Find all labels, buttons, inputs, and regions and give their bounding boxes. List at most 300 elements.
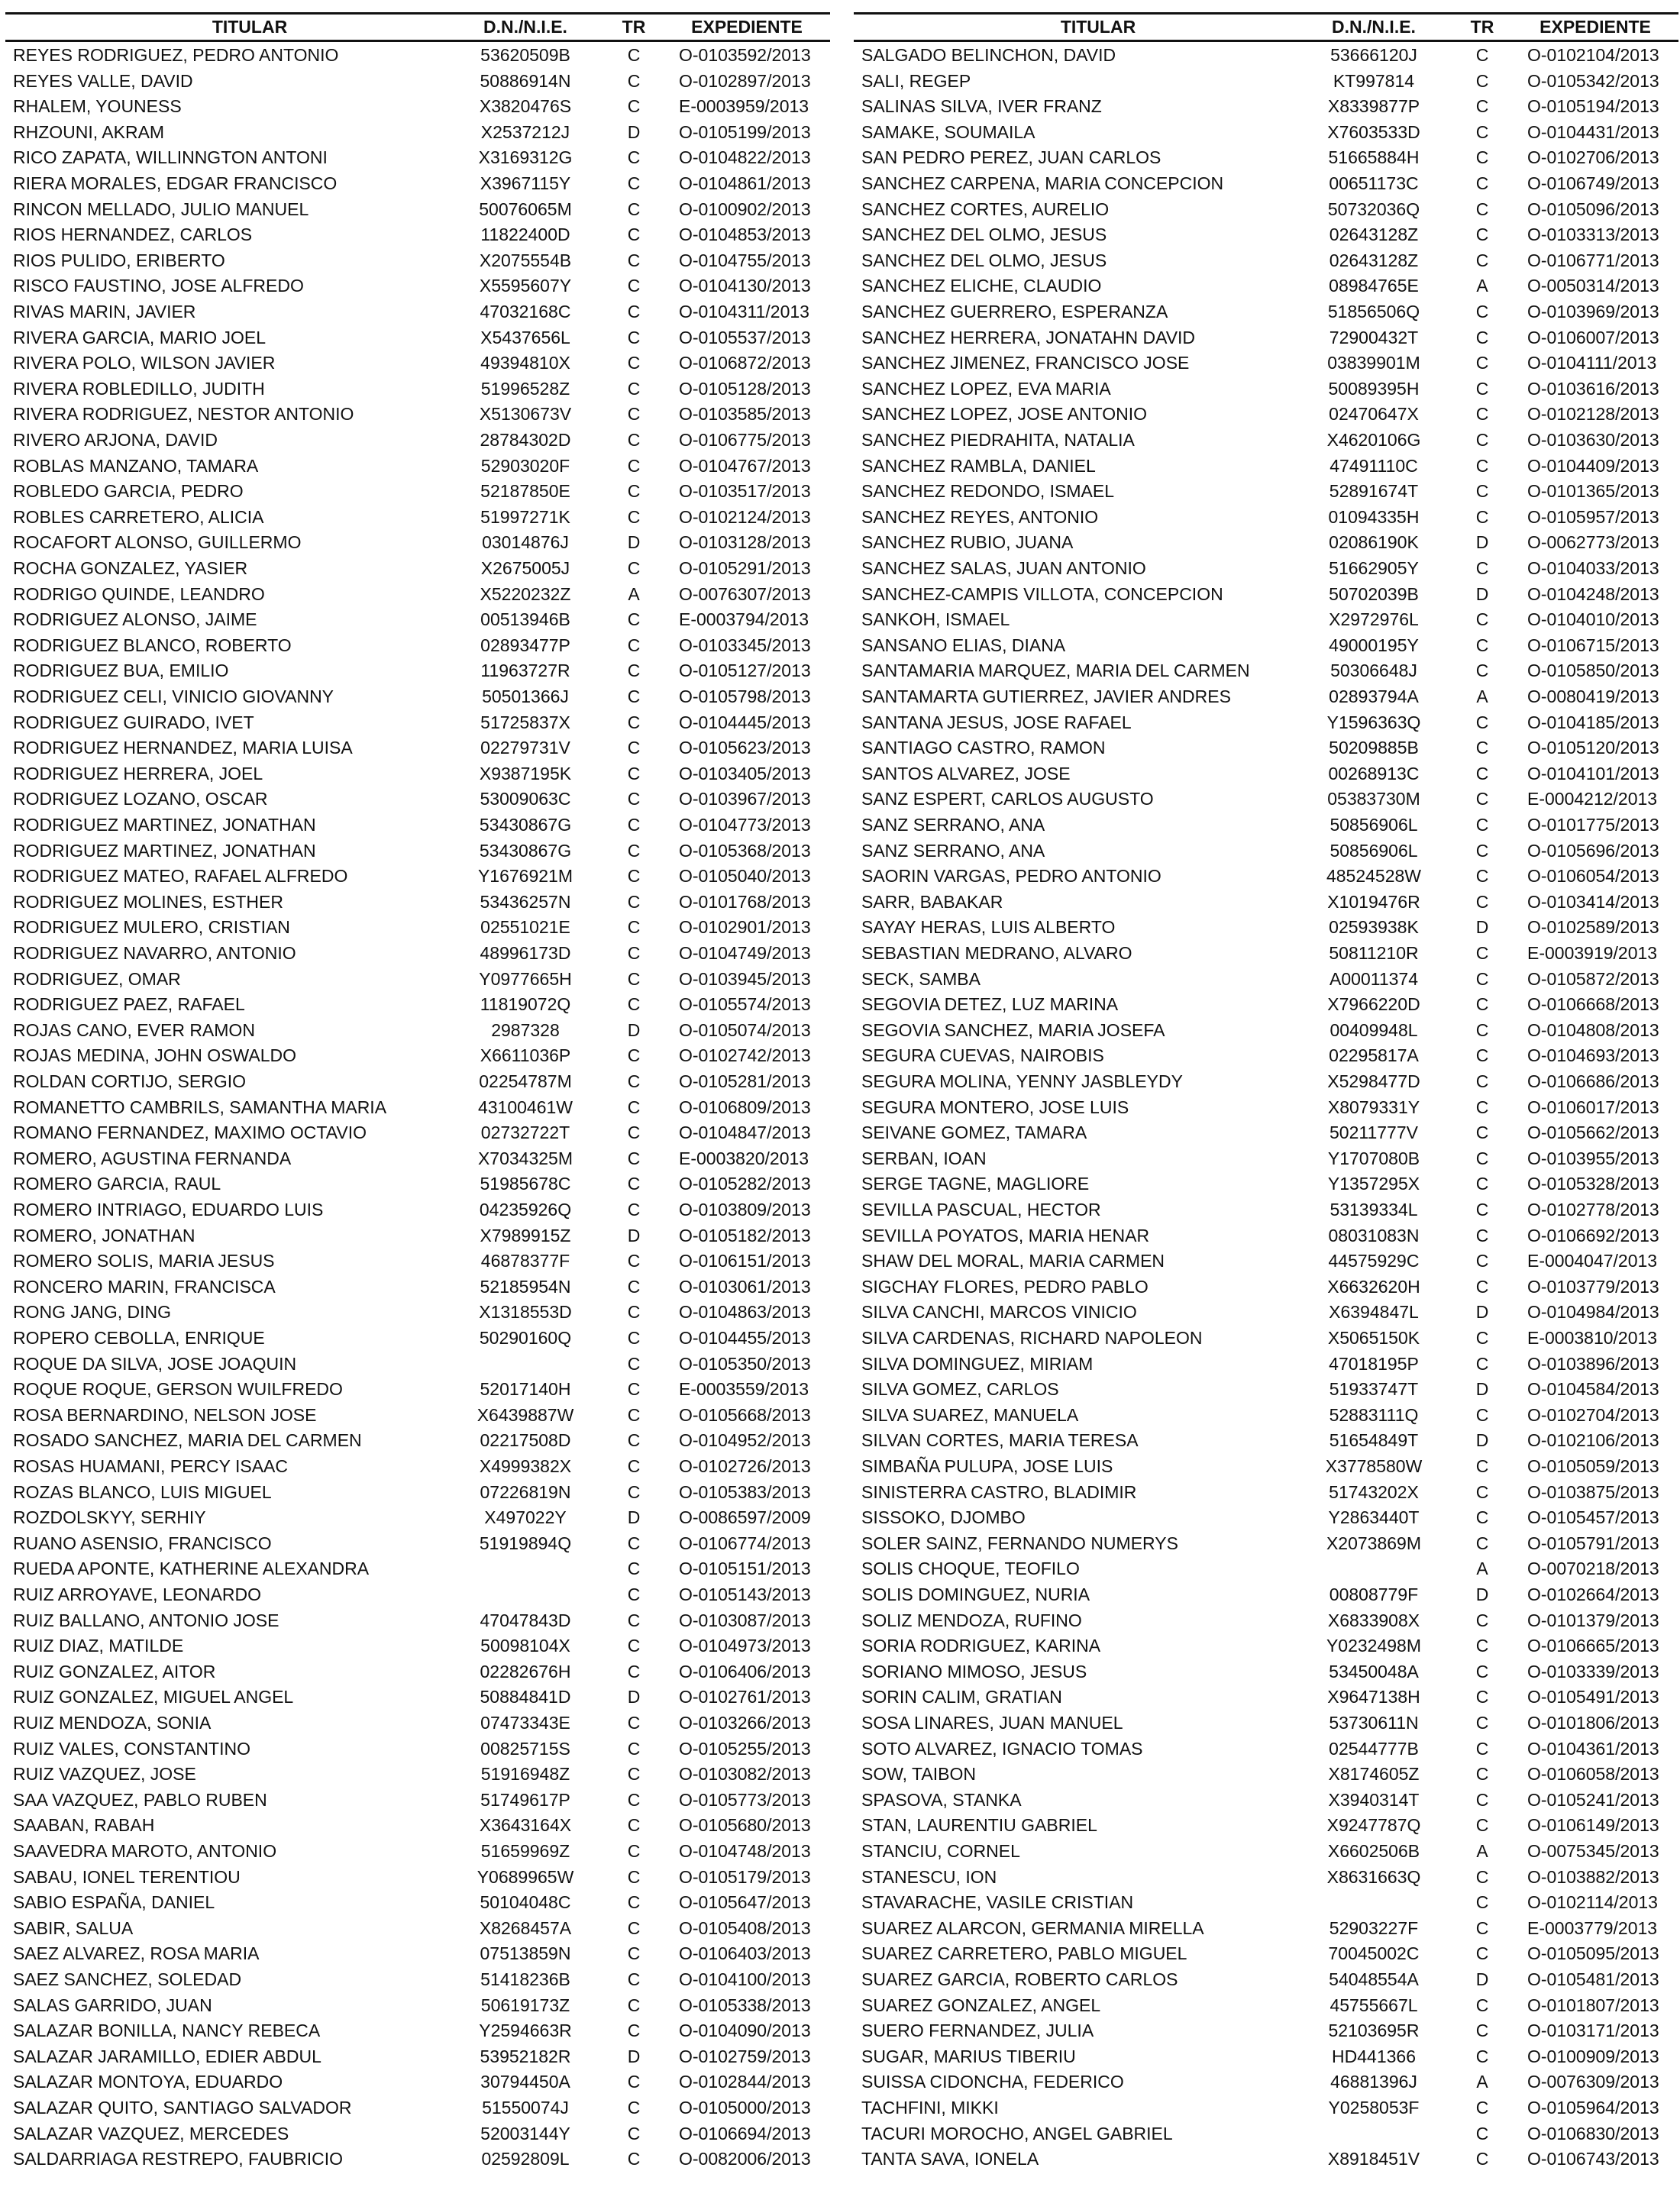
cell-tr: C — [627, 661, 641, 681]
cell-dni: X5595607Y — [479, 276, 572, 296]
cell-titular: SERGE TAGNE, MAGLIORE — [861, 1174, 1090, 1194]
table-row — [854, 1711, 1678, 1736]
cell-expediente: O-0102726/2013 — [679, 1456, 811, 1476]
cell-tr: C — [627, 404, 641, 425]
table-row — [5, 1762, 830, 1788]
cell-expediente: O-0103266/2013 — [679, 1713, 811, 1733]
cell-expediente: O-0103967/2013 — [679, 789, 811, 809]
header-bottom-rule — [854, 40, 1678, 42]
cell-dni: 54048554A — [1329, 1969, 1419, 1989]
table-row — [5, 1377, 830, 1403]
cell-dni: 02643128Z — [1329, 250, 1419, 270]
cell-expediente: O-0102124/2013 — [679, 506, 811, 527]
cell-titular: SEGURA MONTERO, JOSE LUIS — [861, 1097, 1129, 1117]
cell-dni: Y2863440T — [1328, 1507, 1420, 1528]
cell-expediente: O-0105872/2013 — [1527, 968, 1659, 989]
cell-tr: C — [1475, 147, 1489, 168]
cell-tr: C — [1475, 1174, 1489, 1194]
cell-dni: 50306648J — [1330, 661, 1417, 681]
table-row — [854, 1120, 1678, 1146]
cell-tr: C — [1475, 1866, 1489, 1887]
header-titular: TITULAR — [1060, 17, 1136, 37]
cell-expediente: O-0103414/2013 — [1527, 891, 1659, 912]
cell-tr: C — [627, 250, 641, 270]
cell-expediente: O-0101365/2013 — [1527, 481, 1659, 502]
cell-expediente: O-0104767/2013 — [679, 455, 811, 476]
cell-titular: RODRIGUEZ, OMAR — [13, 968, 181, 989]
cell-tr: C — [627, 2123, 641, 2143]
cell-titular: SOLER SAINZ, FERNANDO NUMERYS — [861, 1533, 1178, 1553]
cell-titular: SANCHEZ GUERRERO, ESPERANZA — [861, 302, 1168, 321]
table-row — [854, 1608, 1678, 1634]
cell-titular: RODRIGUEZ MOLINES, ESTHER — [13, 891, 283, 912]
cell-titular: RUIZ VALES, CONSTANTINO — [13, 1738, 250, 1759]
cell-tr: C — [627, 609, 641, 630]
table-row — [5, 1865, 830, 1891]
table-row — [854, 1249, 1678, 1274]
cell-dni: 51916948Z — [480, 1764, 570, 1785]
cell-expediente: O-0105383/2013 — [679, 1481, 811, 1502]
table-row — [854, 915, 1678, 941]
cell-tr: C — [1475, 404, 1489, 425]
cell-dni: 52891674T — [1329, 481, 1419, 502]
cell-expediente: O-0102104/2013 — [1527, 45, 1659, 65]
cell-expediente: O-0105128/2013 — [679, 378, 811, 399]
cell-expediente: O-0106151/2013 — [679, 1251, 811, 1271]
cell-titular: RISCO FAUSTINO, JOSE ALFREDO — [13, 276, 304, 296]
cell-expediente: O-0103087/2013 — [679, 1610, 811, 1630]
cell-titular: RODRIGUEZ MULERO, CRISTIAN — [13, 917, 290, 938]
cell-titular: RHALEM, YOUNESS — [13, 96, 182, 117]
cell-dni: 30794450A — [480, 2072, 570, 2092]
cell-titular: SILVA SUAREZ, MANUELA — [861, 1404, 1079, 1425]
cell-expediente: O-0104847/2013 — [679, 1123, 811, 1143]
cell-expediente: O-0104409/2013 — [1527, 455, 1659, 476]
table-row — [854, 454, 1678, 480]
cell-tr: C — [627, 378, 641, 399]
cell-dni: 52187850E — [480, 481, 570, 502]
table-row — [854, 1685, 1678, 1711]
cell-expediente: O-0105291/2013 — [679, 558, 811, 578]
table-row — [5, 864, 830, 890]
table-row — [854, 273, 1678, 299]
cell-expediente: O-0105964/2013 — [1527, 2098, 1659, 2118]
cell-titular: ROPERO CEBOLLA, ENRIQUE — [13, 1328, 265, 1348]
cell-tr: D — [627, 1507, 641, 1528]
cell-dni: 00825715S — [480, 1738, 570, 1759]
table-row — [854, 1480, 1678, 1506]
cell-dni: 45755667L — [1329, 1995, 1418, 2015]
table-row — [854, 1788, 1678, 1814]
cell-expediente: O-0101768/2013 — [679, 891, 811, 912]
cell-titular: SANCHEZ LOPEZ, JOSE ANTONIO — [861, 404, 1148, 425]
cell-dni: X5298477D — [1327, 1071, 1420, 1091]
table-row — [854, 1556, 1678, 1582]
cell-titular: ROQUE ROQUE, GERSON WUILFREDO — [13, 1379, 343, 1400]
cell-tr: C — [1475, 1404, 1489, 1425]
cell-expediente: O-0104445/2013 — [679, 712, 811, 732]
cell-dni: X2073869M — [1326, 1533, 1422, 1553]
cell-expediente: O-0102106/2013 — [1527, 1430, 1659, 1451]
table-row — [854, 967, 1678, 993]
cell-tr: C — [1475, 2123, 1489, 2143]
cell-expediente: O-0105957/2013 — [1527, 506, 1659, 527]
table-row — [854, 69, 1678, 95]
cell-tr: C — [1475, 1917, 1489, 1938]
cell-expediente: O-0105850/2013 — [1527, 661, 1659, 681]
cell-titular: RIERA MORALES, EDGAR FRANCISCO — [13, 173, 338, 193]
cell-titular: SEGOVIA SANCHEZ, MARIA JOSEFA — [861, 1019, 1165, 1040]
cell-expediente: O-0104863/2013 — [679, 1302, 811, 1323]
cell-titular: SUISSA CIDONCHA, FEDERICO — [861, 2072, 1124, 2092]
cell-expediente: O-0101379/2013 — [1527, 1610, 1659, 1630]
cell-expediente: O-0106668/2013 — [1527, 994, 1659, 1015]
cell-titular: STANCIU, CORNEL — [861, 1841, 1020, 1861]
cell-tr: C — [627, 1071, 641, 1091]
cell-titular: SANTANA JESUS, JOSE RAFAEL — [861, 712, 1132, 732]
cell-dni: X2675005J — [480, 558, 570, 578]
cell-expediente: O-0105647/2013 — [679, 1892, 811, 1913]
table-row — [5, 120, 830, 146]
cell-dni: 50209885B — [1329, 738, 1419, 758]
cell-tr: C — [1475, 558, 1489, 578]
cell-titular: SISSOKO, DJOMBO — [861, 1507, 1026, 1528]
cell-tr: C — [1475, 1276, 1489, 1297]
cell-dni: 46878377F — [480, 1251, 570, 1271]
cell-expediente: O-0104749/2013 — [679, 943, 811, 963]
cell-titular: SAEZ SANCHEZ, SOLEDAD — [13, 1969, 242, 1989]
cell-dni: 47032168C — [480, 302, 571, 321]
cell-expediente: O-0086597/2009 — [679, 1507, 811, 1528]
cell-titular: ROQUE DA SILVA, JOSE JOAQUIN — [13, 1353, 297, 1374]
cell-expediente: O-0106774/2013 — [679, 1533, 811, 1553]
cell-titular: SANZ SERRANO, ANA — [861, 815, 1045, 835]
cell-dni: 28784302D — [480, 430, 571, 450]
cell-tr: C — [1475, 738, 1489, 758]
cell-titular: ROMERO INTRIAGO, EDUARDO LUIS — [13, 1200, 324, 1219]
cell-dni: 53430867G — [479, 840, 572, 861]
cell-tr: C — [627, 1533, 641, 1553]
cell-expediente: O-0101775/2013 — [1527, 815, 1659, 835]
table-row — [854, 1582, 1678, 1608]
table-row — [5, 710, 830, 736]
cell-titular: RODRIGUEZ GUIRADO, IVET — [13, 712, 254, 732]
cell-expediente: O-0104010/2013 — [1527, 609, 1659, 630]
cell-expediente: O-0106692/2013 — [1527, 1225, 1659, 1245]
header-dni: D.N./N.I.E. — [483, 17, 567, 37]
cell-tr: C — [627, 1585, 641, 1604]
cell-tr: C — [1475, 1995, 1489, 2015]
cell-tr: C — [627, 1174, 641, 1194]
cell-titular: SIGCHAY FLORES, PEDRO PABLO — [861, 1276, 1149, 1297]
cell-dni: Y0232498M — [1326, 1636, 1422, 1656]
cell-expediente: O-0105457/2013 — [1527, 1507, 1659, 1528]
cell-dni: X6394847L — [1329, 1302, 1419, 1323]
cell-dni: X8918451V — [1327, 2149, 1420, 2169]
cell-dni: 51933747T — [1329, 1379, 1419, 1400]
cell-tr: D — [1475, 583, 1489, 604]
cell-expediente: O-0102128/2013 — [1527, 404, 1659, 425]
table-row — [854, 1300, 1678, 1326]
cell-dni: 01094335H — [1328, 506, 1420, 527]
cell-tr: C — [1475, 609, 1489, 630]
cell-tr: C — [1475, 1148, 1489, 1168]
cell-dni: X3169312G — [478, 147, 573, 168]
cell-tr: C — [1475, 2046, 1489, 2066]
cell-expediente: O-0104952/2013 — [679, 1430, 811, 1451]
cell-titular: RIVERA ROBLEDILLO, JUDITH — [13, 378, 265, 399]
table-row — [5, 1890, 830, 1916]
cell-titular: ROMERO GARCIA, RAUL — [13, 1174, 221, 1194]
table-top-rule — [854, 12, 1678, 15]
cell-titular: ROMERO, JONATHAN — [13, 1225, 195, 1245]
cell-dni: X3967115Y — [480, 173, 571, 193]
table-row — [854, 582, 1678, 608]
cell-expediente: O-0102844/2013 — [679, 2072, 811, 2092]
cell-tr: A — [1476, 1559, 1488, 1579]
table-row — [5, 1813, 830, 1839]
cell-dni: X1318553D — [479, 1302, 572, 1323]
table-row — [5, 1633, 830, 1659]
cell-tr: C — [1475, 840, 1489, 861]
cell-tr: C — [1475, 635, 1489, 655]
cell-titular: ROMERO, AGUSTINA FERNANDA — [13, 1148, 292, 1168]
table-row — [5, 787, 830, 812]
cell-expediente: O-0104861/2013 — [679, 173, 811, 193]
cell-titular: ROJAS MEDINA, JOHN OSWALDO — [13, 1045, 297, 1066]
cell-expediente: O-0105194/2013 — [1527, 96, 1659, 117]
cell-titular: SAABAN, RABAH — [13, 1815, 155, 1836]
cell-expediente: O-0103630/2013 — [1527, 430, 1659, 450]
table-row — [854, 376, 1678, 402]
table-row — [854, 1890, 1678, 1916]
cell-titular: SEIVANE GOMEZ, TAMARA — [861, 1123, 1087, 1143]
cell-expediente: O-0106054/2013 — [1527, 866, 1659, 887]
cell-dni: 53952182R — [480, 2046, 571, 2066]
table-row — [5, 428, 830, 454]
cell-dni: 50886914N — [480, 70, 571, 91]
table-row — [854, 222, 1678, 248]
cell-expediente: O-0105773/2013 — [679, 1789, 811, 1810]
table-row — [5, 838, 830, 864]
cell-expediente: O-0106830/2013 — [1527, 2123, 1659, 2143]
cell-tr: C — [1475, 327, 1489, 347]
cell-titular: SANCHEZ PIEDRAHITA, NATALIA — [861, 430, 1135, 450]
cell-dni: X8079331Y — [1327, 1097, 1420, 1117]
table-row — [5, 1403, 830, 1429]
cell-expediente: O-0106771/2013 — [1527, 250, 1659, 270]
cell-dni: 02593938K — [1329, 917, 1419, 938]
cell-dni: X5065150K — [1327, 1328, 1420, 1348]
cell-tr: C — [1475, 1251, 1489, 1271]
table-row — [854, 941, 1678, 967]
cell-dni: 07226819N — [480, 1481, 571, 1502]
cell-expediente: O-0106809/2013 — [679, 1097, 811, 1117]
table-row — [854, 530, 1678, 556]
cell-expediente: O-0105151/2013 — [679, 1559, 811, 1579]
cell-tr: D — [627, 121, 641, 142]
cell-expediente: O-0106694/2013 — [679, 2123, 811, 2143]
cell-titular: RODRIGO QUINDE, LEANDRO — [13, 583, 265, 604]
cell-dni: 50619173Z — [480, 1995, 570, 2015]
cell-titular: SANCHEZ HERRERA, JONATAHN DAVID — [861, 327, 1196, 347]
table-row — [5, 402, 830, 428]
cell-tr: C — [627, 891, 641, 912]
cell-expediente: O-0104748/2013 — [679, 1841, 811, 1861]
cell-expediente: O-0105096/2013 — [1527, 199, 1659, 219]
cell-expediente: O-0104455/2013 — [679, 1328, 811, 1348]
cell-titular: SORIANO MIMOSO, JESUS — [861, 1661, 1087, 1681]
cell-expediente: O-0104090/2013 — [679, 2021, 811, 2041]
table-row — [854, 1505, 1678, 1531]
cell-titular: SUAREZ CARRETERO, PABLO MIGUEL — [861, 1943, 1187, 1964]
cell-dni: 51743202X — [1329, 1481, 1419, 1502]
table-row — [5, 1249, 830, 1274]
cell-dni: 47491110C — [1329, 455, 1418, 476]
cell-tr: C — [627, 199, 641, 219]
cell-expediente: O-0106058/2013 — [1527, 1764, 1659, 1785]
cell-titular: RODRIGUEZ BLANCO, ROBERTO — [13, 635, 292, 655]
cell-titular: RUIZ MENDOZA, SONIA — [13, 1713, 212, 1733]
cell-dni: 47018195P — [1329, 1353, 1419, 1374]
cell-expediente: E-0003919/2013 — [1527, 943, 1658, 963]
cell-tr: C — [1475, 1764, 1489, 1785]
cell-dni: 51659969Z — [480, 1841, 570, 1861]
cell-dni: 51856506Q — [1327, 302, 1420, 321]
cell-titular: SEBASTIAN MEDRANO, ALVARO — [861, 943, 1132, 963]
cell-titular: RUANO ASENSIO, FRANCISCO — [13, 1533, 272, 1553]
cell-expediente: O-0104853/2013 — [679, 225, 811, 245]
cell-titular: SILVA DOMINGUEZ, MIRIAM — [861, 1353, 1094, 1374]
cell-dni: X5130673V — [479, 404, 572, 425]
cell-tr: D — [1475, 1430, 1489, 1451]
cell-titular: RUIZ GONZALEZ, MIGUEL ANGEL — [13, 1687, 294, 1707]
cell-tr: C — [1475, 70, 1489, 91]
table-row — [854, 299, 1678, 325]
table-row — [5, 1993, 830, 2019]
cell-dni: X7603533D — [1327, 121, 1420, 142]
cell-titular: SANCHEZ-CAMPIS VILLOTA, CONCEPCION — [861, 583, 1223, 604]
cell-expediente: E-0003959/2013 — [679, 96, 809, 117]
table-row — [5, 992, 830, 1018]
cell-tr: C — [627, 1943, 641, 1964]
cell-titular: RODRIGUEZ LOZANO, OSCAR — [13, 789, 268, 809]
cell-titular: RIVERA POLO, WILSON JAVIER — [13, 353, 276, 373]
cell-tr: C — [1475, 891, 1489, 912]
cell-expediente: O-0105408/2013 — [679, 1917, 811, 1938]
cell-dni: Y1357295X — [1327, 1174, 1420, 1194]
cell-expediente: O-0102759/2013 — [679, 2046, 811, 2066]
cell-dni: X3940314T — [1328, 1789, 1420, 1810]
cell-tr: C — [627, 1328, 641, 1348]
table-row — [5, 479, 830, 505]
cell-tr: C — [627, 1148, 641, 1168]
cell-expediente: O-0103945/2013 — [679, 968, 811, 989]
table-row — [5, 582, 830, 608]
cell-dni: X5437656L — [480, 327, 570, 347]
cell-dni: 52185954N — [480, 1276, 571, 1297]
cell-expediente: O-0105059/2013 — [1527, 1456, 1659, 1476]
cell-expediente: O-0105668/2013 — [679, 1404, 811, 1425]
cell-dni: 53730611N — [1329, 1713, 1419, 1733]
cell-titular: SUAREZ ALARCON, GERMANIA MIRELLA — [861, 1917, 1204, 1938]
cell-expediente: E-0003794/2013 — [679, 609, 809, 630]
cell-dni: X7034325M — [477, 1148, 573, 1168]
cell-tr: C — [627, 353, 641, 373]
cell-expediente: O-0103585/2013 — [679, 404, 811, 425]
table-row — [5, 633, 830, 659]
header-titular: TITULAR — [212, 17, 288, 37]
cell-tr: C — [627, 635, 641, 655]
cell-dni: 02282676H — [480, 1661, 571, 1681]
cell-titular: SALAS GARRIDO, JUAN — [13, 1995, 212, 2015]
cell-tr: C — [627, 2072, 641, 2092]
table-row — [5, 1839, 830, 1865]
cell-dni: X7966220D — [1327, 994, 1420, 1015]
cell-expediente: O-0101807/2013 — [1527, 1995, 1659, 2015]
table-row — [854, 1736, 1678, 1762]
cell-titular: ROJAS CANO, EVER RAMON — [13, 1019, 255, 1040]
cell-dni: 48996173D — [480, 943, 571, 963]
cell-dni: X2972976L — [1329, 609, 1419, 630]
table-row — [5, 941, 830, 967]
cell-titular: RIVAS MARIN, JAVIER — [13, 302, 196, 321]
cell-tr: C — [627, 1764, 641, 1785]
table-row — [5, 94, 830, 120]
table-row — [5, 1505, 830, 1531]
cell-titular: SANCHEZ REDONDO, ISMAEL — [861, 481, 1114, 502]
cell-dni: 03839901M — [1327, 353, 1420, 373]
cell-titular: SORIN CALIM, GRATIAN — [861, 1687, 1062, 1707]
cell-expediente: E-0003820/2013 — [679, 1148, 809, 1168]
table-row — [854, 864, 1678, 890]
cell-titular: ROBLES CARRETERO, ALICIA — [13, 506, 264, 527]
cell-tr: C — [1475, 302, 1489, 321]
cell-titular: SORIA RODRIGUEZ, KARINA — [861, 1636, 1101, 1656]
table-row — [5, 2018, 830, 2044]
cell-titular: STAVARACHE, VASILE CRISTIAN — [861, 1892, 1134, 1913]
cell-tr: C — [627, 2098, 641, 2118]
table-row — [5, 812, 830, 838]
cell-expediente: O-0062773/2013 — [1527, 532, 1659, 553]
cell-expediente: O-0080419/2013 — [1527, 686, 1659, 706]
cell-dni: 51919894Q — [479, 1533, 572, 1553]
table-row — [854, 1633, 1678, 1659]
cell-dni: X5220232Z — [480, 583, 571, 604]
cell-tr: C — [627, 1661, 641, 1681]
cell-dni: 50811210R — [1329, 943, 1419, 963]
cell-tr: C — [627, 763, 641, 783]
cell-titular: TACHFINI, MIKKI — [861, 2098, 999, 2118]
header-bottom-rule — [5, 40, 830, 42]
cell-tr: C — [627, 1892, 641, 1913]
cell-dni: 53450048A — [1329, 1661, 1419, 1681]
cell-tr: C — [1475, 1328, 1489, 1348]
cell-expediente: O-0106406/2013 — [679, 1661, 811, 1681]
cell-expediente: O-0106715/2013 — [1527, 635, 1659, 655]
cell-expediente: O-0104808/2013 — [1527, 1019, 1659, 1040]
cell-dni: 50856906L — [1329, 840, 1418, 861]
cell-expediente: E-0003810/2013 — [1527, 1328, 1658, 1348]
cell-dni: X1019476R — [1327, 891, 1420, 912]
cell-expediente: O-0101806/2013 — [1527, 1713, 1659, 1733]
cell-titular: SALI, REGEP — [861, 70, 971, 91]
table-row — [5, 248, 830, 274]
table-row — [854, 197, 1678, 223]
cell-dni: 53666120J — [1330, 45, 1417, 65]
cell-expediente: O-0104111/2013 — [1527, 353, 1657, 373]
cell-expediente: O-0106872/2013 — [679, 353, 811, 373]
